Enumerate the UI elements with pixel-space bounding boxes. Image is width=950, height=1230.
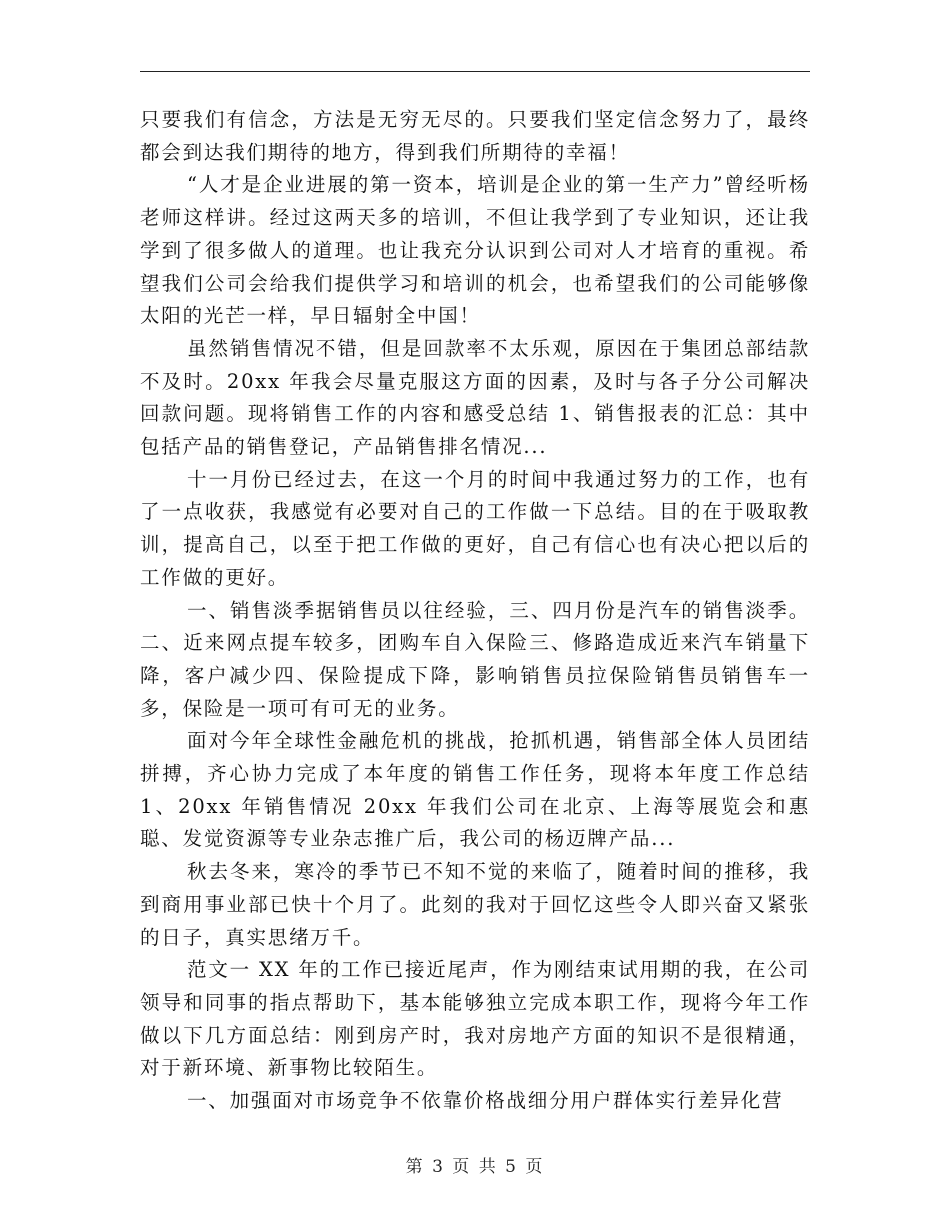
paragraph-november-summary: 十一月份已经过去，在这一个月的时间中我通过努力的工作，也有了一点收获，我感觉有必要对自己的工作做一下总结。目的在于吸取教训，提高自己，以至于把工作做的更好，自己有信心也有决心把以后的工作做的更好。 [140,467,810,589]
paragraph-market-competition: 一、加强面对市场竞争不依靠价格战细分用户群体实行差异化营 [187,1089,784,1113]
paragraph-continuation: 只要我们有信念，方法是无穷无尽的。只要我们坚定信念努力了，最终都会到达我们期待的地方，得到我们所期待的幸福！ [140,108,810,164]
page-number-footer: 第 3 页 共 5 页 [405,1157,545,1177]
paragraph-sample-one: 范文一 XX 年的工作已接近尾声，作为刚结束试用期的我，在公司领导和同事的指点帮助下，基本能够独立完成本职工作，现将今年工作做以下几方面总结：刚到房产时，我对房地产方面的知识不是很精通，对于新环境、新事物比较陌生。 [140,958,810,1080]
paragraph-financial-crisis: 面对今年全球性金融危机的挑战，抢抓机遇，销售部全体人员团结拼搏，齐心协力完成了本年度的销售工作任务，现将本年度工作总结 1、20xx 年销售情况 20xx 年我们公司在北京、上海等展览会和惠聪、发觉资源等专业杂志推广后，我公司的杨迈牌产品... [140,729,810,851]
paragraph-off-season: 一、销售淡季据销售员以往经验，三、四月份是汽车的销售淡季。二、近来网点提车较多，团购车自入保险三、修路造成近来汽车销量下降，客户减少四、保险提成下降，影响销售员拉保险销售员销售车一多，保险是一项可有可无的业务。 [140,598,810,720]
paragraph-autumn-winter: 秋去冬来，寒冷的季节已不知不觉的来临了，随着时间的推移，我到商用事业部已快十个月了。此刻的我对于回忆这些令人即兴奋又紧张的日子，真实思绪万千。 [140,860,810,949]
paragraph-payment-collection: 虽然销售情况不错，但是回款率不太乐观，原因在于集团总部结款不及时。20xx 年我会尽量克服这方面的因素，及时与各子分公司解决回款问题。现将销售工作的内容和感受总结 1、销售报表的汇总：其中包括产品的销售登记，产品销售排名情况... [140,336,810,459]
paragraph-talent-training: “人才是企业进展的第一资本，培训是企业的第一生产力”曾经听杨老师这样讲。经过这两天多的培训，不但让我学到了专业知识，还让我学到了很多做人的道理。也让我充分认识到公司对人才培育的重视。希望我们公司会给我们提供学习和培训的机会，也希望我们的公司能够像太阳的光芒一样，早日辐射全中国！ [140,173,810,328]
body-text [140,104,810,1118]
header-rule [140,71,810,72]
